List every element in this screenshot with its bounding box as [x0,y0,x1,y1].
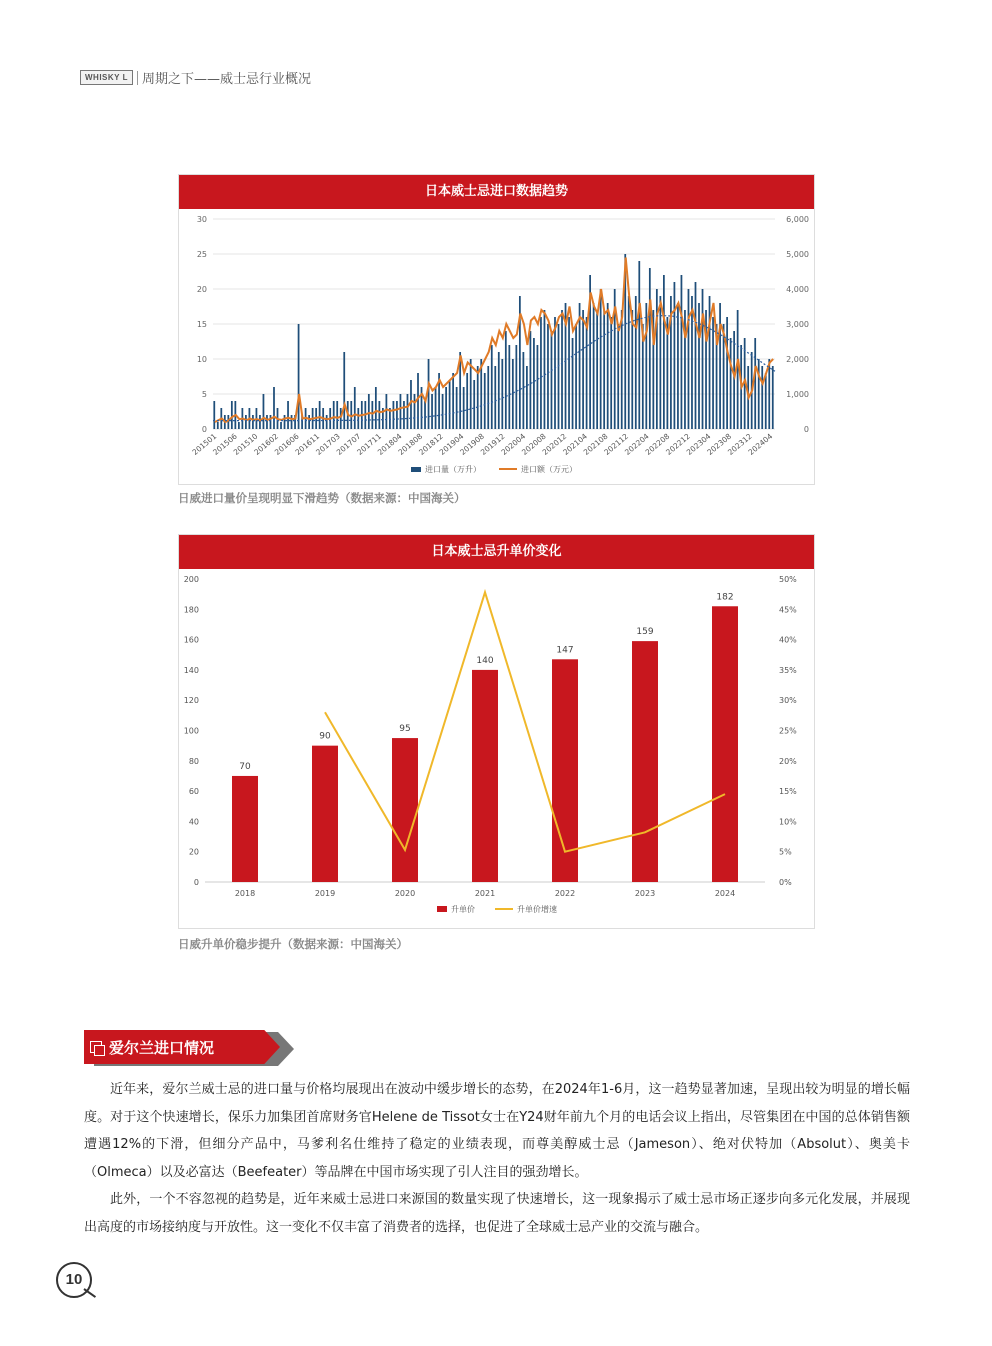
volume-bar [449,380,451,429]
volume-bar [649,268,651,429]
volume-bar [343,352,345,429]
data-label: 95 [399,724,411,735]
volume-bar [284,415,286,429]
volume-bar [533,338,535,429]
x-tick-label: 202312 [725,431,754,457]
y2-tick-label: 0% [779,878,792,887]
x-tick-label: 201602 [252,431,281,457]
data-label: 147 [556,645,574,656]
page-header [80,68,311,87]
x-tick-label: 202004 [499,431,528,457]
volume-bar [357,408,359,429]
data-label: 140 [476,655,494,666]
legend-swatch [437,906,447,912]
x-tick-label: 201501 [190,431,219,457]
y-tick-label: 5 [201,390,207,399]
x-tick-label: 2020 [394,889,416,898]
volume-bar [572,338,574,429]
squares-icon [90,1041,102,1053]
article-body [84,1076,910,1241]
volume-bar [772,366,774,429]
y-tick-label: 25 [196,250,207,259]
volume-bar [610,317,612,429]
x-tick-label: 201707 [334,431,363,457]
volume-bar [719,303,721,429]
y-tick-label: 200 [183,575,199,584]
volume-bar [245,415,247,429]
growth-line [325,592,725,851]
x-tick-label: 201804 [375,431,404,457]
volume-bar [396,401,398,429]
volume-bar [575,324,577,429]
volume-bar [417,373,419,429]
x-tick-label: 2023 [634,889,656,898]
chart-caption: 日威进口量价呈现明显下滑趋势（数据来源：中国海关） [178,491,466,505]
paragraph: 近年来，爱尔兰威士忌的进口量与价格均展现出在波动中缓步增长的态势，在2024年1-6月，这一趋势显著加速，呈现出较为明显的增长幅度。对于这个快速增长，保乐力加集团首席财务官Helene de Tissot女士在Y24财年前九个月的电话会议上指出，尽管集团在中国的总体销售额遭遇12%的下滑，但细分产品中，马爹利名仕维持了稳定的业绩表现，而尊美醇威士忌（Jameson）、绝对伏特加（Absolut）、奥美卡（Olmeca）以及必富达（Beefeater）等品牌在中国市场实现了引人注目的强劲增长。 [84,1082,910,1180]
volume-bar [231,401,233,429]
y-tick-label: 120 [183,696,199,706]
volume-bar [400,394,402,429]
volume-bar [498,352,500,429]
volume-bar [424,401,426,429]
volume-bar [607,303,609,429]
volume-bar [466,373,468,429]
unit-price-bar [232,776,258,882]
volume-bar [768,359,770,429]
volume-bar [487,366,489,429]
volume-bar [505,331,507,429]
x-tick-label: 202012 [540,431,569,457]
data-label: 90 [319,731,331,742]
volume-bar [691,296,693,429]
volume-bar [217,422,219,429]
volume-bar [375,387,377,429]
y2-tick-label: 10% [779,817,797,827]
volume-bar [445,387,447,429]
section-banner [84,1030,294,1064]
x-tick-label: 201711 [355,431,384,457]
volume-bar [414,394,416,429]
volume-bar [298,324,300,429]
volume-bar [442,394,444,429]
y2-tick-label: 5% [779,847,792,857]
volume-bar [470,359,472,429]
x-tick-label: 201703 [314,431,342,457]
x-tick-label: 201812 [417,431,445,457]
y2-tick-label: 3,000 [786,320,809,329]
data-label: 182 [716,592,734,603]
volume-bar [530,331,532,429]
y2-tick-label: 25% [779,726,797,736]
section-header-title: 周期之下——威士忌行业概况 [141,72,311,87]
x-tick-label: 201611 [293,431,322,457]
unit-price-bar [712,606,738,882]
x-tick-label: 202404 [746,431,775,457]
volume-bar [712,317,714,429]
volume-bar [558,324,560,429]
volume-bar [681,275,683,429]
volume-bar [765,373,767,429]
y2-tick-label: 0 [803,425,809,434]
x-tick-label: 202208 [643,431,672,457]
unit-price-chart [178,534,815,929]
x-tick-label: 202308 [705,431,734,457]
x-tick-label: 201912 [478,431,507,457]
x-tick-label: 2022 [554,889,576,898]
y2-tick-label: 35% [779,665,797,675]
x-tick-label: 201808 [396,431,425,457]
volume-bar [596,310,598,429]
y2-tick-label: 15% [779,787,797,797]
volume-bar [407,394,409,429]
volume-bar [621,310,623,429]
volume-bar [547,324,549,429]
legend-label: 进口量（万升） [425,465,481,474]
unit-price-bar [472,670,498,882]
x-tick-label: 201606 [272,431,301,457]
volume-bar [333,401,335,429]
volume-bar [737,310,739,429]
unit-price-bar [392,738,418,882]
data-label: 70 [239,761,251,772]
volume-bar [628,296,630,429]
legend-swatch [411,467,421,472]
x-tick-label: 201904 [437,431,466,457]
y2-tick-label: 2,000 [786,355,809,364]
volume-bar [477,366,479,429]
volume-bar [582,310,584,429]
volume-bar [393,401,395,429]
volume-bar [526,366,528,429]
volume-bar [270,415,272,429]
y2-tick-label: 50% [779,575,797,584]
y2-tick-label: 40% [779,635,797,645]
chart-title: 日本威士忌升单价变化 [179,535,814,569]
legend-label: 升单价增速 [517,905,557,914]
volume-bar [540,317,542,429]
y-tick-label: 100 [183,726,199,736]
volume-bar [635,296,637,429]
y-tick-label: 0 [193,878,199,887]
x-tick-label: 201506 [211,431,239,457]
volume-bar [340,408,342,429]
y2-tick-label: 6,000 [786,215,809,224]
y-tick-label: 20 [196,285,207,294]
x-tick-label: 201510 [231,431,260,457]
volume-bar [617,324,619,429]
volume-bar [227,415,229,429]
x-tick-label: 202108 [581,431,610,457]
legend-label: 进口额（万元） [521,465,577,474]
volume-bar [663,275,665,429]
volume-bar [494,366,496,429]
y2-tick-label: 4,000 [786,285,809,294]
volume-bar [368,394,370,429]
x-tick-label: 202204 [623,431,651,457]
volume-bar [308,415,310,429]
y-tick-label: 30 [196,215,207,224]
y2-tick-label: 30% [779,696,797,706]
volume-bar [600,289,602,429]
y-tick-label: 20 [188,847,199,857]
x-tick-label: 202112 [602,431,631,457]
volume-bar [484,373,486,429]
y2-tick-label: 5,000 [786,250,809,259]
y-tick-label: 10 [196,355,207,364]
volume-bar [378,401,380,429]
volume-bar [561,310,563,429]
volume-bar [403,401,405,429]
paragraph: 此外，一个不容忽视的趋势是，近年来威士忌进口来源国的数量实现了快速增长，这一现象揭示了威士忌市场正逐步向多元化发展，并展现出高度的市场接纳度与开放性。这一变化不仅丰富了消费者的选择，也促进了全球威士忌产业的交流与融合。 [84,1192,910,1235]
x-tick-label: 202008 [520,431,548,457]
y2-tick-label: 45% [779,605,797,615]
volume-bar [702,289,704,429]
x-tick-label: 202304 [684,431,713,457]
volume-bar [354,387,356,429]
unit-price-plot [179,569,814,928]
magazine-logo: WHISKY L [80,70,133,85]
volume-bar [579,303,581,429]
volume-bar [508,345,510,429]
x-tick-label: 2018 [234,889,256,898]
volume-bar [463,387,465,429]
volume-bar [674,282,676,429]
volume-bar [435,387,437,429]
volume-bar [758,359,760,429]
volume-bar [754,338,756,429]
x-tick-label: 202212 [664,431,692,457]
volume-bar [523,352,525,429]
volume-bar [431,394,433,429]
x-tick-label: 2024 [714,889,736,898]
volume-bar [252,415,254,429]
import-trend-plot [179,209,814,484]
x-tick-label: 202104 [561,431,589,457]
page-number: 10 [56,1262,92,1298]
volume-bar [593,303,595,429]
volume-bar [491,345,493,429]
volume-bar [319,401,321,429]
unit-price-bar [632,641,658,882]
volume-bar [603,310,605,429]
y-tick-label: 160 [183,635,199,645]
volume-bar [688,289,690,429]
volume-bar [259,415,261,429]
y-tick-label: 80 [188,756,199,766]
volume-bar [551,331,553,429]
volume-bar [695,282,697,429]
volume-bar [638,261,640,429]
volume-bar [631,310,633,429]
volume-bar [512,359,514,429]
volume-bar [501,359,503,429]
y-tick-label: 60 [188,787,199,797]
y-tick-label: 140 [183,665,199,675]
volume-bar [428,359,430,429]
y-tick-label: 0 [201,425,207,434]
y-tick-label: 180 [183,605,199,615]
volume-bar [698,303,700,429]
volume-bar [213,401,215,429]
volume-bar [280,422,282,429]
unit-price-bar [312,746,338,882]
volume-bar [544,310,546,429]
x-tick-label: 2021 [474,889,496,898]
y2-tick-label: 20% [779,756,797,766]
volume-bar [273,387,275,429]
volume-bar [238,422,240,429]
volume-bar [456,387,458,429]
volume-bar [554,317,556,429]
volume-bar [326,415,328,429]
section-title: 爱尔兰进口情况 [109,1039,215,1057]
volume-bar [291,415,293,429]
volume-bar [537,345,539,429]
volume-bar [287,401,289,429]
volume-bar [263,394,265,429]
chart-caption: 日威升单价稳步提升（数据来源：中国海关） [178,937,408,951]
y-tick-label: 15 [196,320,207,329]
volume-bar [568,317,570,429]
header-divider [137,71,138,85]
volume-bar [730,338,732,429]
y-tick-label: 40 [188,817,199,827]
volume-bar [452,373,454,429]
volume-bar [371,401,373,429]
volume-bar [515,345,517,429]
volume-bar [473,380,475,429]
volume-bar [386,394,388,429]
import-trend-chart [178,174,815,485]
x-tick-label: 201908 [458,431,486,457]
volume-bar [336,401,338,429]
volume-bar [677,303,679,429]
y2-tick-label: 1,000 [786,390,809,399]
chart-title: 日本威士忌进口数据趋势 [179,175,814,209]
legend-label: 升单价 [451,905,475,914]
volume-bar [266,415,268,429]
x-tick-label: 2019 [314,889,336,898]
volume-bar [726,317,728,429]
volume-bar [761,366,763,429]
data-label: 159 [636,627,654,638]
volume-bar [586,317,588,429]
